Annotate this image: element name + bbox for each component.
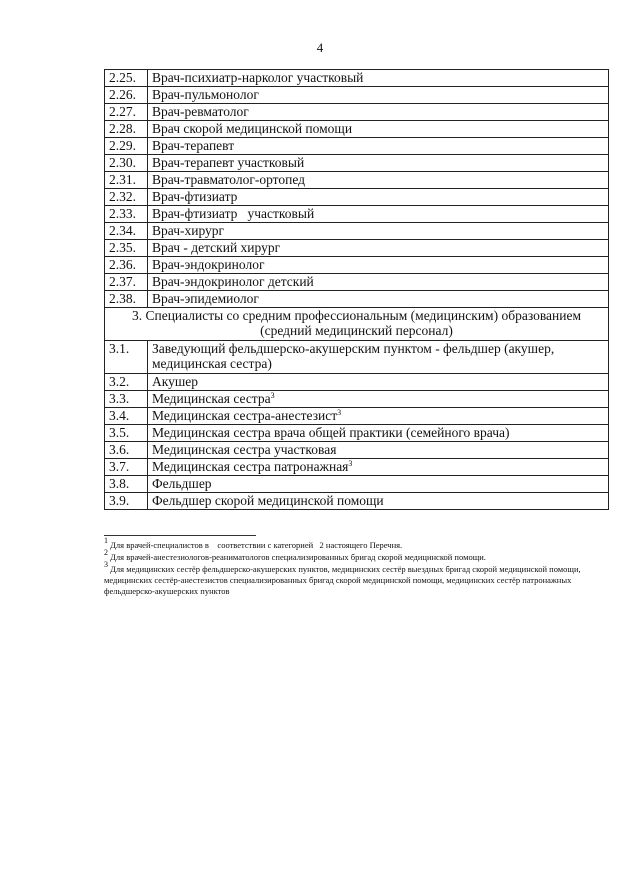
row-title: Врач-эндокринолог [148,257,609,274]
table-row [105,121,609,138]
table-row [105,374,609,391]
row-number: 2.37. [105,274,148,291]
table-row [105,87,609,104]
row-number: 3.8. [105,476,148,493]
table-row [105,442,609,459]
row-title: Врач скорой медицинской помощи [148,121,609,138]
row-title: Врач-пульмонолог [148,87,609,104]
table-row [105,408,609,425]
row-title: Медицинская сестра-анестезист$^3$ [148,408,609,425]
row-number: 2.32. [105,189,148,206]
row-title: Медицинская сестра патронажная$^3$ [148,459,609,476]
table-row [105,425,609,442]
footnote-3: $^3$ Для медицинских сестёр фельдшерско-акушерских пунктов, медицинских сестёр выездных бригад скорой медицинской помощи, медицинских сестёр-анестезистов специализированных бригад скорой медицинской помощи, медицинских сестёр патронажных фельдшерско-акушерских пунктов [104,560,581,596]
table-row [105,391,609,408]
row-title: Врач-терапевт [148,138,609,155]
row-title: Фельдшер скорой медицинской помощи [148,493,609,510]
row-title: Врач-ревматолог [148,104,609,121]
specialists-table [104,69,609,510]
row-number: 2.26. [105,87,148,104]
row-title: Медицинская сестра врача общей практики (семейного врача) [148,425,609,442]
row-number: 2.35. [105,240,148,257]
row-title: Врач-эпидемиолог [148,291,609,308]
footnote-1: $^1$ Для врачей-специалистов в соответствии с категорией 2 настоящего Перечня. [104,536,403,550]
row-number: 2.38. [105,291,148,308]
table-row [105,240,609,257]
table-row [105,223,609,240]
table-row [105,257,609,274]
row-number: 2.31. [105,172,148,189]
row-number: 3.1. [105,341,148,374]
row-title: Врач-хирург [148,223,609,240]
row-number: 3.3. [105,391,148,408]
row-number: 2.36. [105,257,148,274]
row-title: Врач-травматолог-ортопед [148,172,609,189]
footnote-ref: 3 [337,408,342,417]
row-title: Медицинская сестра$^3$ [148,391,609,408]
row-title: Врач-эндокринолог детский [148,274,609,291]
table-row [105,493,609,510]
table-row [105,206,609,223]
footnote-divider [104,535,256,536]
section-header-row [105,308,609,341]
table-row [105,291,609,308]
row-number: 3.4. [105,408,148,425]
table-row [105,138,609,155]
row-title: Медицинская сестра участковая [148,442,609,459]
table-row [105,476,609,493]
table-row [105,70,609,87]
row-number: 2.29. [105,138,148,155]
row-number: 2.28. [105,121,148,138]
row-number: 2.33. [105,206,148,223]
row-number: 3.9. [105,493,148,510]
row-number: 2.27. [105,104,148,121]
row-number: 2.25. [105,70,148,87]
table-row [105,189,609,206]
row-number: 3.6. [105,442,148,459]
table-row [105,155,609,172]
row-number: 2.34. [105,223,148,240]
footnote-ref: 3 [270,391,275,400]
row-title: Врач-фтизиатр [148,189,609,206]
row-title: Акушер [148,374,609,391]
row-title: Фельдшер [148,476,609,493]
footnote-ref: 3 [348,459,353,468]
row-number: 2.30. [105,155,148,172]
footnote-2: $^2$ Для врачей-анестезиологов-реаниматологов специализированных бригад скорой медицинской помощи. [104,548,486,562]
row-number: 3.7. [105,459,148,476]
table-row [105,104,609,121]
row-title: Заведующий фельдшерско-акушерским пунктом - фельдшер (акушер, медицинская сестра) [148,341,609,374]
page-number: 4 [316,40,324,55]
table-row [105,459,609,476]
table-row [105,172,609,189]
table-row [105,274,609,291]
footnotes [104,536,604,598]
row-number: 3.5. [105,425,148,442]
row-title: Врач-психиатр-нарколог участковый [148,70,609,87]
row-title: Врач - детский хирург [148,240,609,257]
row-number: 3.2. [105,374,148,391]
row-title: Врач-фтизиатр участковый [148,206,609,223]
table-row [105,341,609,374]
row-title: Врач-терапевт участковый [148,155,609,172]
section-header: 3. Специалисты со средним профессиональным (медицинским) образованием (средний медицинский персонал) [105,308,609,341]
